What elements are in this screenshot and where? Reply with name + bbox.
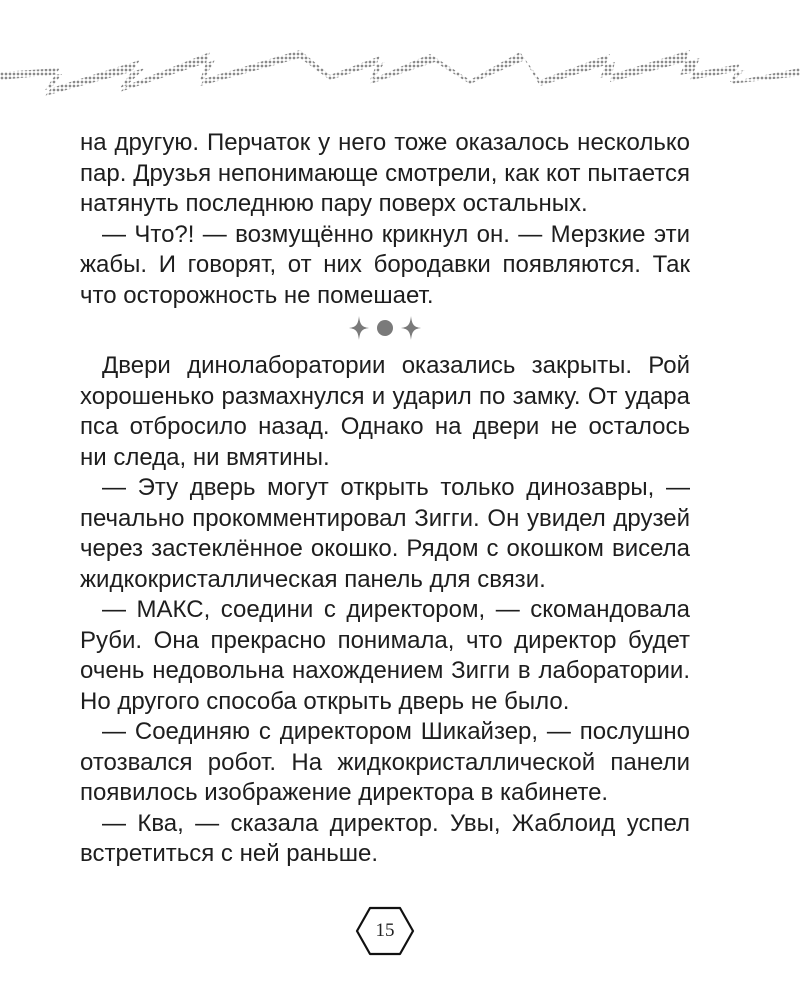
paragraph: — Что?! — возмущённо крикнул он. — Мерзкие эти жабы. И говорят, от них бородавки появляются. Так что осторожность не помешает. <box>80 220 690 309</box>
star-dot-star-ornament-icon <box>325 311 445 345</box>
page-number: 15 <box>375 920 395 941</box>
paragraph: Двери динолаборатории оказались закрыты. Рой хорошенько размахнулся и ударил по замку. От удара пса отбросило назад. Однако на двери не осталось ни следа, ни вмятины. <box>80 352 690 471</box>
page-number-badge <box>355 905 415 957</box>
paragraph: — Ква, — сказала директор. Увы, Жаблоид успел встретиться с ней раньше. <box>80 809 690 867</box>
paragraph: — Эту дверь могут открыть только динозавры, — печально прокомментировал Зигги. Он увидел друзей через застеклённое окошко. Рядом с окошком висела жидкокристаллическая панель для связи. <box>80 474 690 593</box>
section-divider <box>80 311 690 345</box>
halftone-zigzag-border <box>0 40 800 100</box>
paragraph: — Соединяю с директором Шикайзер, — послушно отозвался робот. На жидкокристаллической панели появилось изображение директора в кабинете. <box>80 718 690 806</box>
paragraph: на другую. Перчаток у него тоже оказалось несколько пар. Друзья непонимающе смотрели, как кот пытается натянуть последнюю пару поверх остальных. <box>80 129 690 217</box>
paragraph: — МАКС, соедини с директором, — скомандовала Руби. Она прекрасно понимала, что директор будет очень недовольна нахождением Зигги в лаборатории. Но другого способа открыть дверь не было. <box>80 596 690 715</box>
book-page-text <box>80 128 690 870</box>
